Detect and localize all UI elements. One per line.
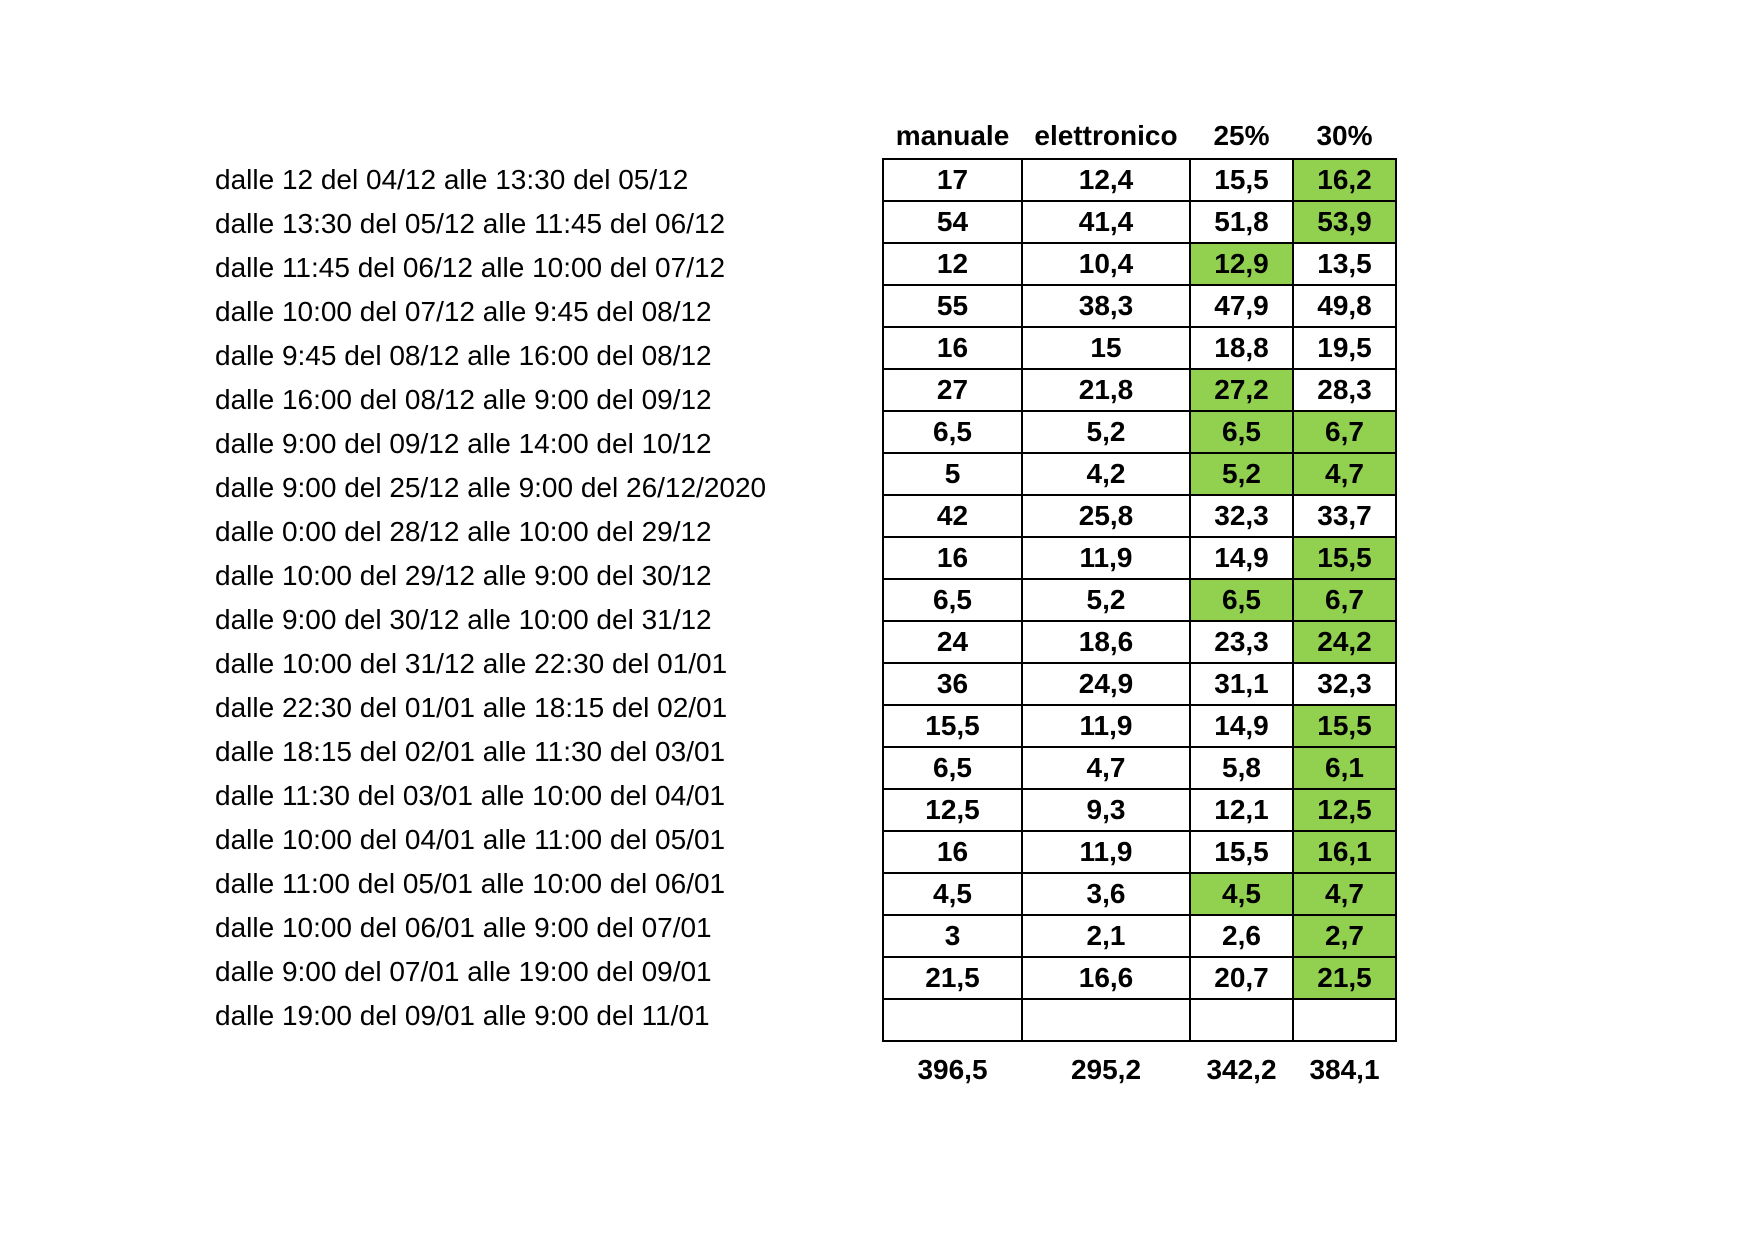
cell-manuale: 17 [883, 159, 1022, 201]
cell-25-percent: 15,5 [1190, 159, 1293, 201]
total-30-percent: 384,1 [1293, 1041, 1396, 1086]
empty-cell [883, 999, 1022, 1041]
cell-elettronico: 4,7 [1022, 747, 1190, 789]
cell-25-percent: 12,9 [1190, 243, 1293, 285]
cell-manuale: 21,5 [883, 957, 1022, 999]
table-row [883, 369, 1396, 411]
cell-manuale: 55 [883, 285, 1022, 327]
cell-elettronico: 18,6 [1022, 621, 1190, 663]
cell-30-percent: 4,7 [1293, 873, 1396, 915]
cell-elettronico: 38,3 [1022, 285, 1190, 327]
period-label: dalle 9:45 del 08/12 alle 16:00 del 08/12 [215, 340, 712, 371]
cell-30-percent: 4,7 [1293, 453, 1396, 495]
cell-25-percent: 27,2 [1190, 369, 1293, 411]
table-row [883, 285, 1396, 327]
cell-elettronico: 4,2 [1022, 453, 1190, 495]
cell-30-percent: 28,3 [1293, 369, 1396, 411]
period-label: dalle 10:00 del 31/12 alle 22:30 del 01/01 [215, 648, 728, 679]
table-row [883, 957, 1396, 999]
period-label: dalle 10:00 del 04/01 alle 11:00 del 05/01 [215, 824, 726, 855]
cell-30-percent: 16,1 [1293, 831, 1396, 873]
cell-manuale: 6,5 [883, 579, 1022, 621]
table-row [883, 831, 1396, 873]
cell-manuale: 6,5 [883, 411, 1022, 453]
cell-25-percent: 15,5 [1190, 831, 1293, 873]
empty-row [883, 999, 1396, 1041]
period-label: dalle 9:00 del 09/12 alle 14:00 del 10/12 [215, 428, 712, 459]
cell-manuale: 16 [883, 327, 1022, 369]
table-row [883, 621, 1396, 663]
cell-manuale: 3 [883, 915, 1022, 957]
table-row [883, 495, 1396, 537]
cell-elettronico: 11,9 [1022, 831, 1190, 873]
table-row [883, 243, 1396, 285]
cell-25-percent: 23,3 [1190, 621, 1293, 663]
cell-elettronico: 41,4 [1022, 201, 1190, 243]
table-row [883, 915, 1396, 957]
cell-25-percent: 6,5 [1190, 411, 1293, 453]
cell-25-percent: 32,3 [1190, 495, 1293, 537]
cell-elettronico: 10,4 [1022, 243, 1190, 285]
cell-30-percent: 33,7 [1293, 495, 1396, 537]
period-label: dalle 10:00 del 06/01 alle 9:00 del 07/01 [215, 912, 712, 943]
cell-elettronico: 9,3 [1022, 789, 1190, 831]
cell-30-percent: 32,3 [1293, 663, 1396, 705]
period-label: dalle 22:30 del 01/01 alle 18:15 del 02/01 [215, 692, 728, 723]
header-30-percent: 30% [1316, 120, 1373, 151]
cell-30-percent: 15,5 [1293, 705, 1396, 747]
period-label: dalle 19:00 del 09/01 alle 9:00 del 11/01 [215, 1000, 710, 1031]
cell-manuale: 36 [883, 663, 1022, 705]
cell-elettronico: 15 [1022, 327, 1190, 369]
table-row [883, 201, 1396, 243]
cell-elettronico: 3,6 [1022, 873, 1190, 915]
cell-30-percent: 21,5 [1293, 957, 1396, 999]
table-row [883, 537, 1396, 579]
period-label: dalle 16:00 del 08/12 alle 9:00 del 09/12 [215, 384, 712, 415]
cell-elettronico: 21,8 [1022, 369, 1190, 411]
table-row [883, 747, 1396, 789]
table-body [883, 159, 1396, 1086]
cell-30-percent: 6,7 [1293, 579, 1396, 621]
period-label: dalle 10:00 del 29/12 alle 9:00 del 30/12 [215, 560, 712, 591]
cell-25-percent: 14,9 [1190, 705, 1293, 747]
table-row [883, 411, 1396, 453]
cell-30-percent: 19,5 [1293, 327, 1396, 369]
table-row [883, 705, 1396, 747]
header-elettronico: elettronico [1034, 120, 1178, 151]
cell-25-percent: 2,6 [1190, 915, 1293, 957]
cell-elettronico: 24,9 [1022, 663, 1190, 705]
period-label: dalle 0:00 del 28/12 alle 10:00 del 29/12 [215, 516, 712, 547]
empty-cell [1293, 999, 1396, 1041]
cell-manuale: 4,5 [883, 873, 1022, 915]
cell-25-percent: 5,8 [1190, 747, 1293, 789]
cell-25-percent: 5,2 [1190, 453, 1293, 495]
total-elettronico: 295,2 [1022, 1041, 1190, 1086]
cell-manuale: 5 [883, 453, 1022, 495]
period-label: dalle 9:00 del 25/12 alle 9:00 del 26/12/2020 [215, 472, 767, 503]
table-row [883, 327, 1396, 369]
cell-25-percent: 4,5 [1190, 873, 1293, 915]
period-label: dalle 11:30 del 03/01 alle 10:00 del 04/01 [215, 780, 726, 811]
header-25-percent: 25% [1213, 120, 1270, 151]
consumption-table [882, 114, 1397, 1086]
total-manuale: 396,5 [883, 1041, 1022, 1086]
header-manuale: manuale [895, 120, 1010, 151]
cell-manuale: 42 [883, 495, 1022, 537]
cell-elettronico: 25,8 [1022, 495, 1190, 537]
cell-elettronico: 5,2 [1022, 411, 1190, 453]
cell-elettronico: 2,1 [1022, 915, 1190, 957]
cell-25-percent: 14,9 [1190, 537, 1293, 579]
period-label: dalle 9:00 del 07/01 alle 19:00 del 09/01 [215, 956, 712, 987]
cell-manuale: 24 [883, 621, 1022, 663]
cell-30-percent: 16,2 [1293, 159, 1396, 201]
cell-30-percent: 6,7 [1293, 411, 1396, 453]
cell-elettronico: 16,6 [1022, 957, 1190, 999]
cell-25-percent: 47,9 [1190, 285, 1293, 327]
table-row [883, 663, 1396, 705]
cell-elettronico: 12,4 [1022, 159, 1190, 201]
totals-row [883, 1041, 1396, 1086]
cell-30-percent: 49,8 [1293, 285, 1396, 327]
period-label: dalle 18:15 del 02/01 alle 11:30 del 03/01 [215, 736, 726, 767]
cell-30-percent: 13,5 [1293, 243, 1396, 285]
cell-30-percent: 6,1 [1293, 747, 1396, 789]
cell-manuale: 27 [883, 369, 1022, 411]
total-25-percent: 342,2 [1190, 1041, 1293, 1086]
cell-25-percent: 51,8 [1190, 201, 1293, 243]
cell-25-percent: 20,7 [1190, 957, 1293, 999]
empty-cell [1022, 999, 1190, 1041]
cell-manuale: 6,5 [883, 747, 1022, 789]
cell-elettronico: 11,9 [1022, 705, 1190, 747]
cell-manuale: 16 [883, 831, 1022, 873]
empty-cell [1190, 999, 1293, 1041]
cell-manuale: 16 [883, 537, 1022, 579]
cell-manuale: 12 [883, 243, 1022, 285]
period-label: dalle 12 del 04/12 alle 13:30 del 05/12 [215, 164, 689, 195]
header-row [883, 114, 1396, 159]
table-row [883, 873, 1396, 915]
cell-25-percent: 12,1 [1190, 789, 1293, 831]
period-label: dalle 13:30 del 05/12 alle 11:45 del 06/12 [215, 208, 726, 239]
period-label: dalle 10:00 del 07/12 alle 9:45 del 08/12 [215, 296, 712, 327]
cell-30-percent: 12,5 [1293, 789, 1396, 831]
period-label: dalle 11:00 del 05/01 alle 10:00 del 06/01 [215, 868, 726, 899]
cell-elettronico: 11,9 [1022, 537, 1190, 579]
cell-25-percent: 18,8 [1190, 327, 1293, 369]
period-label: dalle 11:45 del 06/12 alle 10:00 del 07/12 [215, 252, 726, 283]
cell-elettronico: 5,2 [1022, 579, 1190, 621]
cell-30-percent: 24,2 [1293, 621, 1396, 663]
period-label: dalle 9:00 del 30/12 alle 10:00 del 31/12 [215, 604, 712, 635]
table-row [883, 789, 1396, 831]
cell-30-percent: 53,9 [1293, 201, 1396, 243]
cell-manuale: 12,5 [883, 789, 1022, 831]
cell-30-percent: 15,5 [1293, 537, 1396, 579]
period-label-list [215, 158, 855, 1038]
table-row [883, 453, 1396, 495]
cell-manuale: 54 [883, 201, 1022, 243]
cell-manuale: 15,5 [883, 705, 1022, 747]
cell-25-percent: 6,5 [1190, 579, 1293, 621]
table-row [883, 159, 1396, 201]
table-row [883, 579, 1396, 621]
cell-30-percent: 2,7 [1293, 915, 1396, 957]
cell-25-percent: 31,1 [1190, 663, 1293, 705]
